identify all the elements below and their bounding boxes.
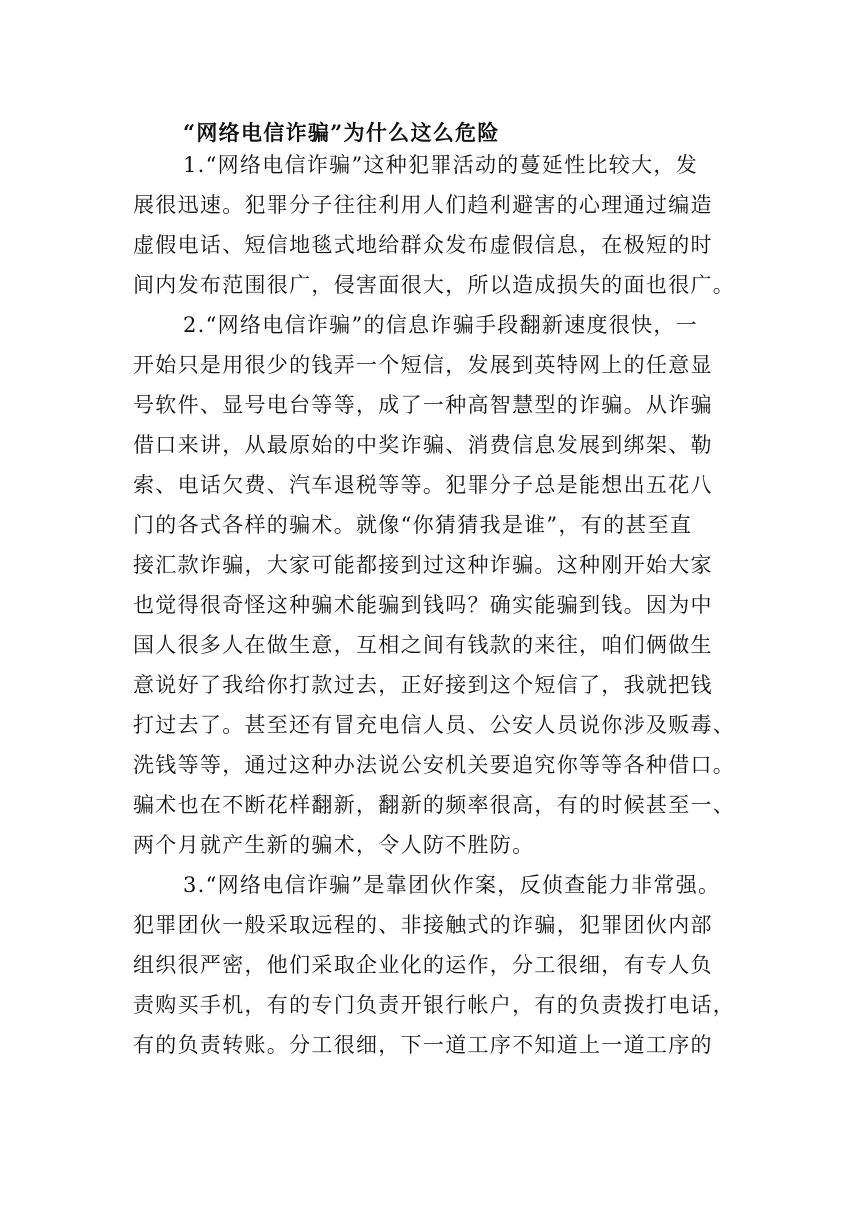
text-line: 打过去了。甚至还有冒充电信人员、公安人员说你涉及贩毒、 bbox=[133, 713, 736, 737]
text-line: 虚假电话、短信地毯式地给群众发布虚假信息，在极短的时 bbox=[133, 233, 713, 257]
text-line: 也觉得很奇怪这种骗术能骗到钱吗？确实能骗到钱。因为中 bbox=[133, 593, 713, 617]
text-line: 犯罪团伙一般采取远程的、非接触式的诈骗，犯罪团伙内部 bbox=[133, 913, 713, 937]
text-line: 接汇款诈骗，大家可能都接到过这种诈骗。这种刚开始大家 bbox=[133, 553, 713, 577]
text-line: 借口来讲，从最原始的中奖诈骗、消费信息发展到绑架、勒 bbox=[133, 433, 713, 457]
text-line: 门的各式各样的骗术。就像“你猜猜我是谁”，有的甚至直 bbox=[133, 513, 693, 537]
document-title: “网络电信诈骗”为什么这么危险 bbox=[183, 120, 500, 145]
text-line: 组织很严密，他们采取企业化的运作，分工很细，有专人负 bbox=[133, 953, 713, 977]
text-line: 开始只是用很少的钱弄一个短信，发展到英特网上的任意显 bbox=[133, 353, 713, 377]
text-line: 洗钱等等，通过这种办法说公安机关要追究你等等各种借口。 bbox=[133, 753, 736, 777]
text-line: 1.“网络电信诈骗”这种犯罪活动的蔓延性比较大，发 bbox=[183, 153, 699, 177]
text-line: 责购买手机，有的专门负责开银行帐户，有的负责拨打电话， bbox=[133, 993, 736, 1017]
text-line: 3.“网络电信诈骗”是靠团伙作案，反侦查能力非常强。 bbox=[183, 873, 721, 897]
text-line: 骗术也在不断花样翻新，翻新的频率很高，有的时候甚至一、 bbox=[133, 793, 736, 817]
text-line: 间内发布范围很广，侵害面很大，所以造成损失的面也很广。 bbox=[133, 273, 736, 297]
text-line: 展很迅速。犯罪分子往往利用人们趋利避害的心理通过编造 bbox=[133, 193, 713, 217]
text-line: 索、电话欠费、汽车退税等等。犯罪分子总是能想出五花八 bbox=[133, 473, 713, 497]
text-line: 2.“网络电信诈骗”的信息诈骗手段翻新速度很快，一 bbox=[183, 313, 699, 337]
text-line: 号软件、显号电台等等，成了一种高智慧型的诈骗。从诈骗 bbox=[133, 393, 713, 417]
text-line: 国人很多人在做生意，互相之间有钱款的来往，咱们俩做生 bbox=[133, 633, 713, 657]
text-line: 有的负责转账。分工很细，下一道工序不知道上一道工序的 bbox=[133, 1033, 713, 1057]
text-line: 意说好了我给你打款过去，正好接到这个短信了，我就把钱 bbox=[133, 673, 713, 697]
text-line: 两个月就产生新的骗术，令人防不胜防。 bbox=[133, 833, 535, 857]
